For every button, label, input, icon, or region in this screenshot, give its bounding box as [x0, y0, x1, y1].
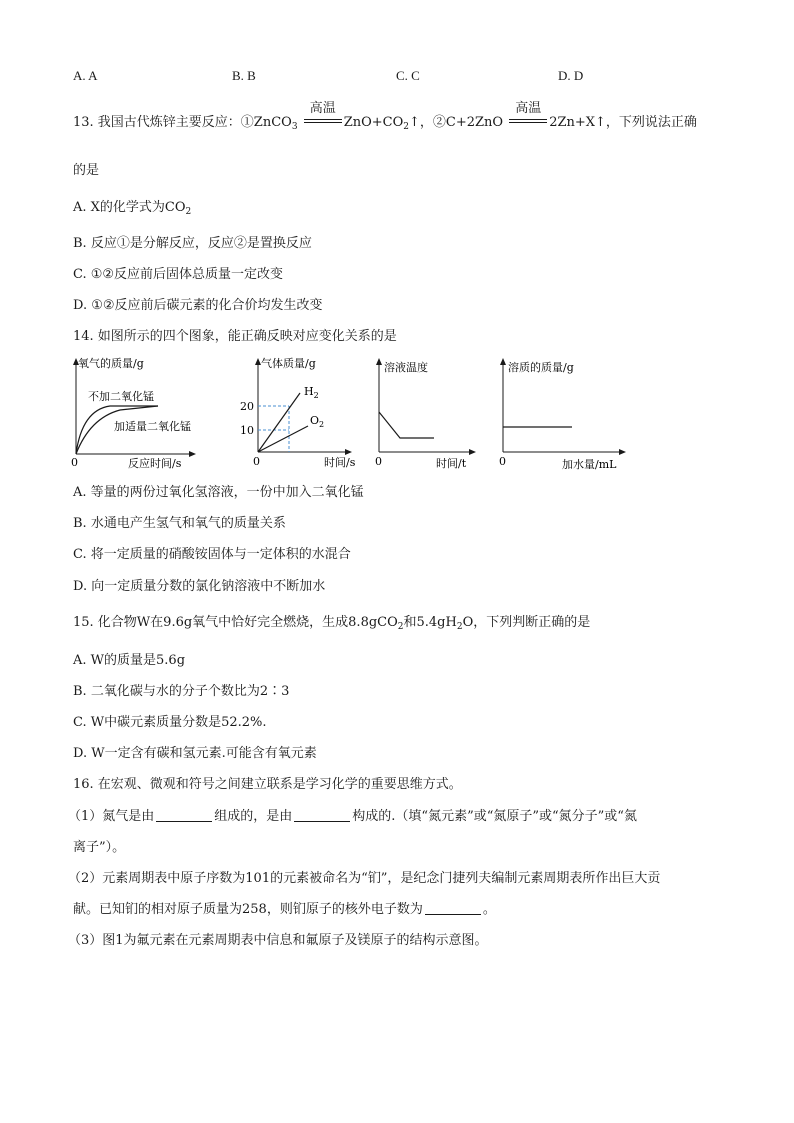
q16-part2-cont: 献。已知钔的相对原子质量为258，则钔原子的核外电子数为 。: [73, 902, 496, 917]
choice-b: B. B: [232, 68, 256, 83]
graph-2: [236, 354, 366, 474]
graph3-ylabel: 溶液温度: [384, 361, 428, 374]
graph1-curve2-label: 加适量二氧化锰: [114, 420, 191, 433]
graph2-xlabel: 时间/s: [324, 456, 356, 469]
answer-blank-2[interactable]: [294, 809, 350, 822]
q15-option-b: B. 二氧化碳与水的分子个数比为2∶3: [73, 684, 290, 699]
answer-blank-1[interactable]: [156, 809, 212, 822]
graph2-o2-label: $O_2$: [310, 414, 325, 429]
q16-stem: 16. 在宏观、微观和符号之间建立联系是学习化学的重要思维方式。: [73, 777, 462, 792]
choice-d: D. D: [558, 68, 584, 83]
graph4-ylabel: 溶质的质量/g: [508, 361, 574, 374]
graph3-y-arrow: [376, 358, 382, 365]
graph4-xlabel: 加水量/mL: [562, 458, 617, 471]
q15-option-a: A. W的质量是5.6g: [73, 653, 186, 668]
graph4-y-arrow: [500, 358, 506, 365]
q13-option-a: A. X的化学式为$CO_2$: [73, 200, 192, 217]
q14-option-d: D. 向一定质量分数的氯化钠溶液中不断加水: [73, 579, 326, 594]
q13-stem: 13. 我国古代炼锌主要反应：①ZnCO$_3$ 高温 $ZnO+CO_2↑$，②C+2ZnO 高温 2Zn+X↑，下列说法正确: [73, 101, 697, 132]
q14-option-b: B. 水通电产生氢气和氧气的质量关系: [73, 516, 286, 531]
q14-option-c: C. 将一定质量的硝酸铵固体与一定体积的水混合: [73, 547, 351, 562]
q16-part2: （2）元素周期表中原子序数为101的元素被命名为“钔”，是纪念门捷列夫编制元素周期表所作出巨大贡: [68, 871, 661, 886]
q16-part3: （3）图1为氟元素在元素周期表中信息和氟原子及镁原子的结构示意图。: [68, 933, 488, 948]
q14-option-a: A. 等量的两份过氧化氢溶液，一份中加入二氧化锰: [73, 485, 364, 500]
q13-stem-cont: 的是: [73, 163, 100, 178]
graph2-tick-10: 10: [240, 424, 254, 437]
graph3-origin: 0: [375, 455, 382, 468]
choice-a: A. A: [73, 68, 98, 83]
graph2-line-h2: [258, 393, 300, 452]
q15-option-d: D. W一定含有碳和氢元素.可能含有氧元素: [73, 746, 317, 761]
answer-blank-3[interactable]: [425, 902, 481, 915]
q16-part1: （1）氮气是由 组成的，是由 构成的.（填“氮元素”或“氮原子”或“氮分子”或“氮: [68, 809, 637, 824]
graph1-xlabel: 反应时间/s: [128, 457, 182, 470]
reaction-condition-2: 高温: [507, 114, 549, 132]
graph4-origin: 0: [499, 455, 506, 468]
graph2-tick-20: 20: [240, 400, 254, 413]
q15-stem: 15. 化合物W在9.6g氧气中恰好完全燃烧，生成8.8gCO$_2$和$5.4gH_2O$，下列判断正确的是: [73, 615, 591, 632]
choice-c: C. C: [396, 68, 420, 83]
q14-stem: 14. 如图所示的四个图象，能正确反映对应变化关系的是: [73, 329, 397, 344]
graph2-x-arrow: [345, 449, 352, 455]
q16-part1-cont: 离子”）。: [73, 840, 126, 855]
q13-option-d: D. ①②反应前后碳元素的化合价均发生改变: [73, 298, 323, 313]
graph-3: [366, 354, 486, 474]
graph3-x-arrow: [469, 449, 476, 455]
graph1-ylabel: 氧气的质量/g: [78, 357, 144, 370]
graph2-h2-label: $H_2$: [304, 385, 319, 400]
graph1-curve1-label: 不加二氧化锰: [88, 390, 154, 403]
reaction-condition-1: 高温: [302, 114, 344, 132]
q15-option-c: C. W中碳元素质量分数是52.2%.: [73, 715, 267, 730]
graph4-x-arrow: [619, 449, 626, 455]
graph1-origin: 0: [71, 456, 78, 469]
q13-option-b: B. 反应①是分解反应，反应②是置换反应: [73, 236, 312, 251]
graph3-xlabel: 时间/t: [436, 457, 467, 470]
graph-4: [490, 354, 640, 474]
q13-option-c: C. ①②反应前后固体总质量一定改变: [73, 267, 284, 282]
graph3-line: [379, 412, 434, 438]
graph2-ylabel: 气体质量/g: [261, 357, 316, 370]
graph-1: [62, 354, 232, 474]
graph2-origin: 0: [253, 455, 260, 468]
graph1-x-arrow: [189, 451, 196, 457]
